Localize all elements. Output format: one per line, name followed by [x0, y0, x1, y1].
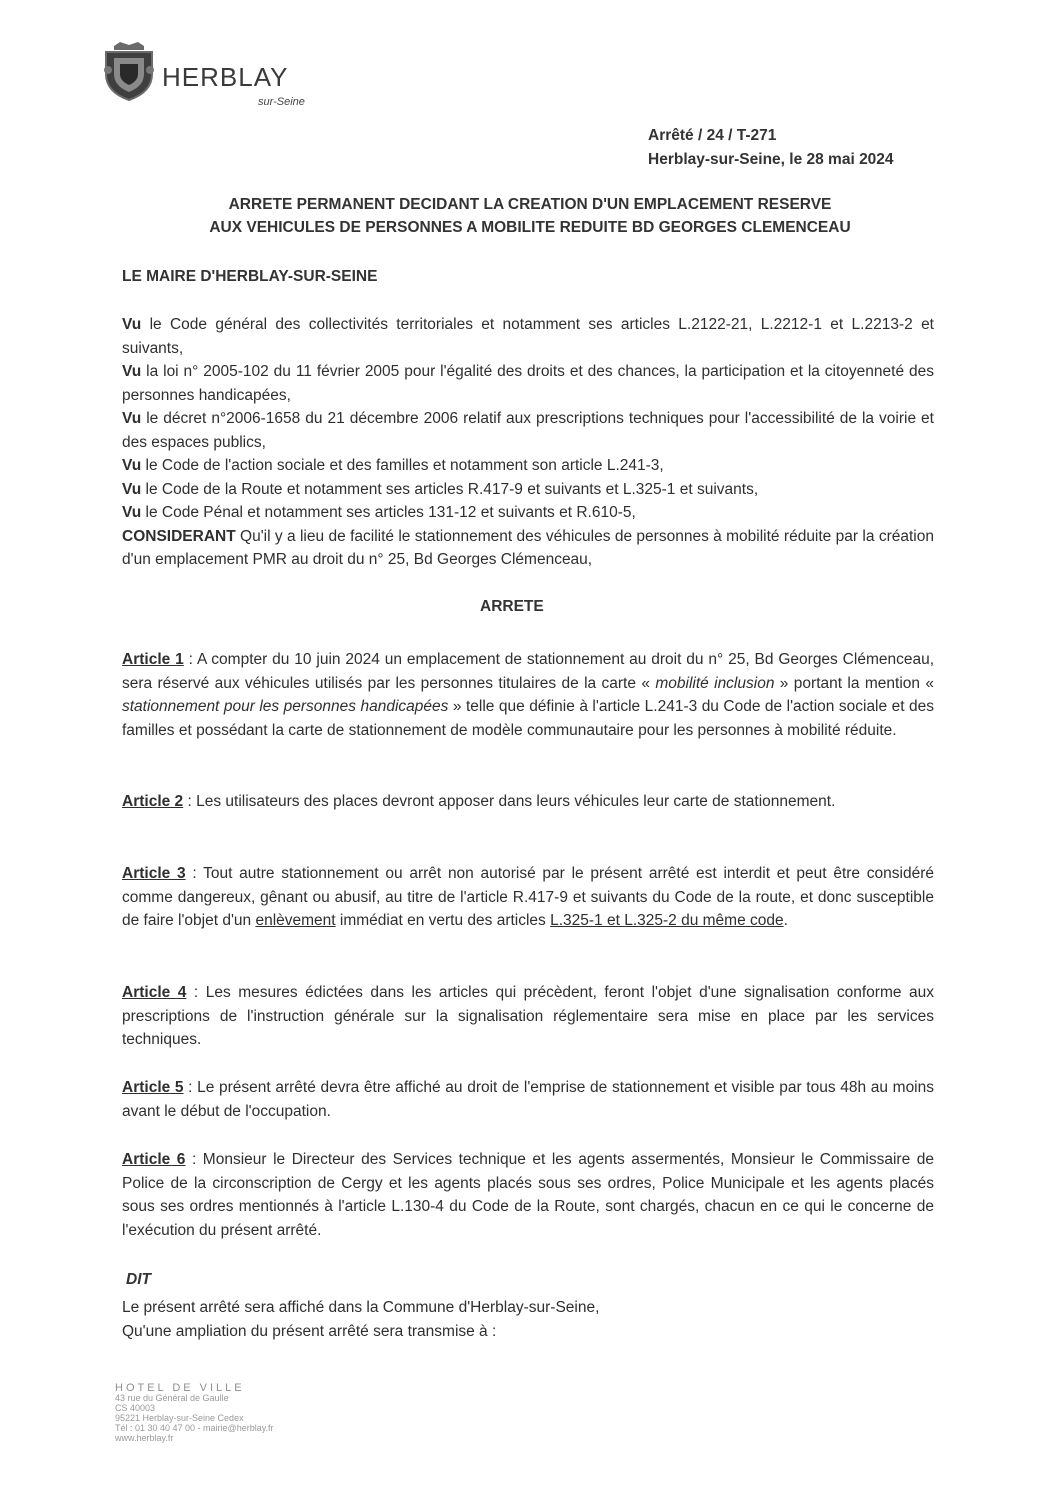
- footer-address-line-2: CS 40003: [115, 1403, 156, 1413]
- article-4: [122, 981, 934, 1052]
- article-6-text: : Monsieur le Directeur des Services technique et les agents assermentés, Monsieur le Commissaire de Police de la circonscription de Cergy et les agents placés sous ses ordres, Police Municipale et les agents placés sous ses ordres mentionnés à l'article L.130-4 du Code de la Route, sont chargés, chacun en ce qui le concerne de l'exécution du présent arrêté.: [122, 1151, 934, 1239]
- visa-text: la loi n° 2005-102 du 11 février 2005 pour l'égalité des droits et des chances, la participation et la citoyenneté des personnes handicapées,: [122, 363, 934, 404]
- logo-name: HERBLAY: [162, 62, 289, 92]
- article-3: [122, 862, 934, 933]
- article-6-label: Article 6: [122, 1151, 186, 1168]
- article-5-text: : Le présent arrêté devra être affiché au droit de l'emprise de stationnement et visible par tous 48h au moins avant le début de l'occupation.: [122, 1079, 934, 1120]
- visa-text: le décret n°2006-1658 du 21 décembre 2006 relatif aux prescriptions techniques pour l'accessibilité de la voirie et des espaces publics,: [122, 410, 934, 451]
- visa-item: [122, 501, 934, 525]
- footer-address: [115, 1383, 274, 1443]
- article-6: [122, 1148, 934, 1242]
- considerant-item: [122, 525, 934, 572]
- dit-section: [122, 1296, 934, 1343]
- visa-item: [122, 478, 934, 502]
- logo-subtitle: sur-Seine: [258, 96, 305, 108]
- article-2-label: Article 2: [122, 793, 184, 810]
- visa-text: le Code de la Route et notamment ses articles R.417-9 et suivants et L.325-1 et suivants,: [141, 480, 759, 498]
- visa-item: [122, 313, 934, 360]
- visa-item: [122, 360, 934, 407]
- footer-address-line-3: 95221 Herblay-sur-Seine Cedex: [115, 1413, 244, 1423]
- footer-contact: Tél : 01 30 40 47 00 - mairie@herblay.fr: [115, 1423, 274, 1433]
- visa-lead: Vu: [122, 457, 142, 474]
- article-3-text: : Tout autre stationnement ou arrêt non autorisé par le présent arrêté est interdit et peut être considéré comme dangereux, gênant ou abusif, au titre de l'article R.417-9 et suivants du Code de la route, et donc susceptible de faire l'objet d'un: [122, 865, 934, 929]
- article-3-underlined-2: L.325-1 et L.325-2 du même code: [550, 912, 784, 929]
- dit-line-2: Qu'une ampliation du présent arrêté sera transmise à :: [122, 1322, 497, 1340]
- article-3-label: Article 3: [122, 865, 186, 882]
- visa-item: [122, 454, 934, 478]
- article-1-italic-1: mobilité inclusion: [655, 674, 775, 692]
- visas-section: [122, 313, 934, 572]
- title-line-2: AUX VEHICULES DE PERSONNES A MOBILITE REDUITE BD GEORGES CLEMENCEAU: [209, 219, 851, 236]
- article-2: [122, 790, 934, 814]
- visa-lead: Vu: [122, 410, 142, 427]
- dit-line-1: Le présent arrêté sera affiché dans la Commune d'Herblay-sur-Seine,: [122, 1299, 600, 1316]
- article-3-text-2: immédiat en vertu des articles: [335, 912, 551, 929]
- coat-of-arms-icon: [100, 40, 158, 102]
- article-1-italic-2: stationnement pour les personnes handicapées: [122, 698, 449, 715]
- title-line-1: ARRETE PERMANENT DECIDANT LA CREATION D'UN EMPLACEMENT RESERVE: [228, 196, 832, 213]
- article-1-text-3: » telle que définie à l'article L.241-3 du Code de l'action sociale et des familles et possédant la carte de stationnement de modèle communautaire pour les personnes à mobilité réduite.: [122, 698, 934, 739]
- visa-lead: Vu: [122, 316, 142, 333]
- article-1-label: Article 1: [122, 651, 184, 668]
- article-5-label: Article 5: [122, 1079, 184, 1096]
- article-5: [122, 1076, 934, 1123]
- considerant-lead: CONSIDERANT: [122, 527, 236, 545]
- article-2-text: : Les utilisateurs des places devront apposer dans leurs véhicules leur carte de stationnement.: [183, 793, 836, 810]
- visa-lead: Vu: [122, 504, 142, 521]
- article-1-text: : A compter du 10 juin 2024 un emplacement de stationnement au droit du n° 25, Bd Georges Clémenceau, sera réservé aux véhicules utilisés par les personnes titulaires de la carte «: [122, 651, 935, 692]
- footer-hotel: HOTEL DE VILLE: [115, 1382, 245, 1394]
- considerant-text: Qu'il y a lieu de facilité le stationnement des véhicules de personnes à mobilité réduite par la création d'un emplacement PMR au droit du n° 25, Bd Georges Clémenceau,: [122, 527, 934, 568]
- article-3-text-3: .: [783, 912, 788, 929]
- decree-place-date: Herblay-sur-Seine, le 28 mai 2024: [648, 151, 894, 168]
- decree-number: Arrêté / 24 / T-271: [648, 127, 777, 144]
- footer-address-line-1: 43 rue du Général de Gaulle: [115, 1393, 229, 1403]
- article-4-label: Article 4: [122, 984, 187, 1001]
- decree-reference: [648, 124, 894, 172]
- article-1-text-2: » portant la mention «: [774, 674, 934, 692]
- visa-text: le Code général des collectivités territoriales et notamment ses articles L.2122-21, L.2212-1 et L.2213-2 et suivants,: [122, 316, 934, 357]
- dit-heading: DIT: [126, 1271, 151, 1288]
- visa-lead: Vu: [122, 363, 142, 380]
- arrete-heading: ARRETE: [480, 598, 544, 615]
- article-4-text: : Les mesures édictées dans les articles qui précèdent, feront l'objet d'une signalisation conforme aux prescriptions de l'instruction générale sur la signalisation réglementaire sera mise en place par les services techniques.: [122, 984, 934, 1048]
- herblay-logo: [100, 40, 330, 110]
- visa-lead: Vu: [122, 480, 142, 498]
- article-1: [122, 648, 934, 742]
- article-3-underlined-1: enlèvement: [255, 912, 336, 929]
- mayor-heading: LE MAIRE D'HERBLAY-SUR-SEINE: [122, 268, 378, 285]
- visa-text: le Code de l'action sociale et des familles et notamment son article L.241-3,: [141, 457, 664, 474]
- visa-text: le Code Pénal et notamment ses articles 131-12 et suivants et R.610-5,: [141, 504, 636, 521]
- visa-item: [122, 407, 934, 454]
- document-title: [120, 193, 940, 239]
- footer-website: www.herblay.fr: [115, 1433, 174, 1443]
